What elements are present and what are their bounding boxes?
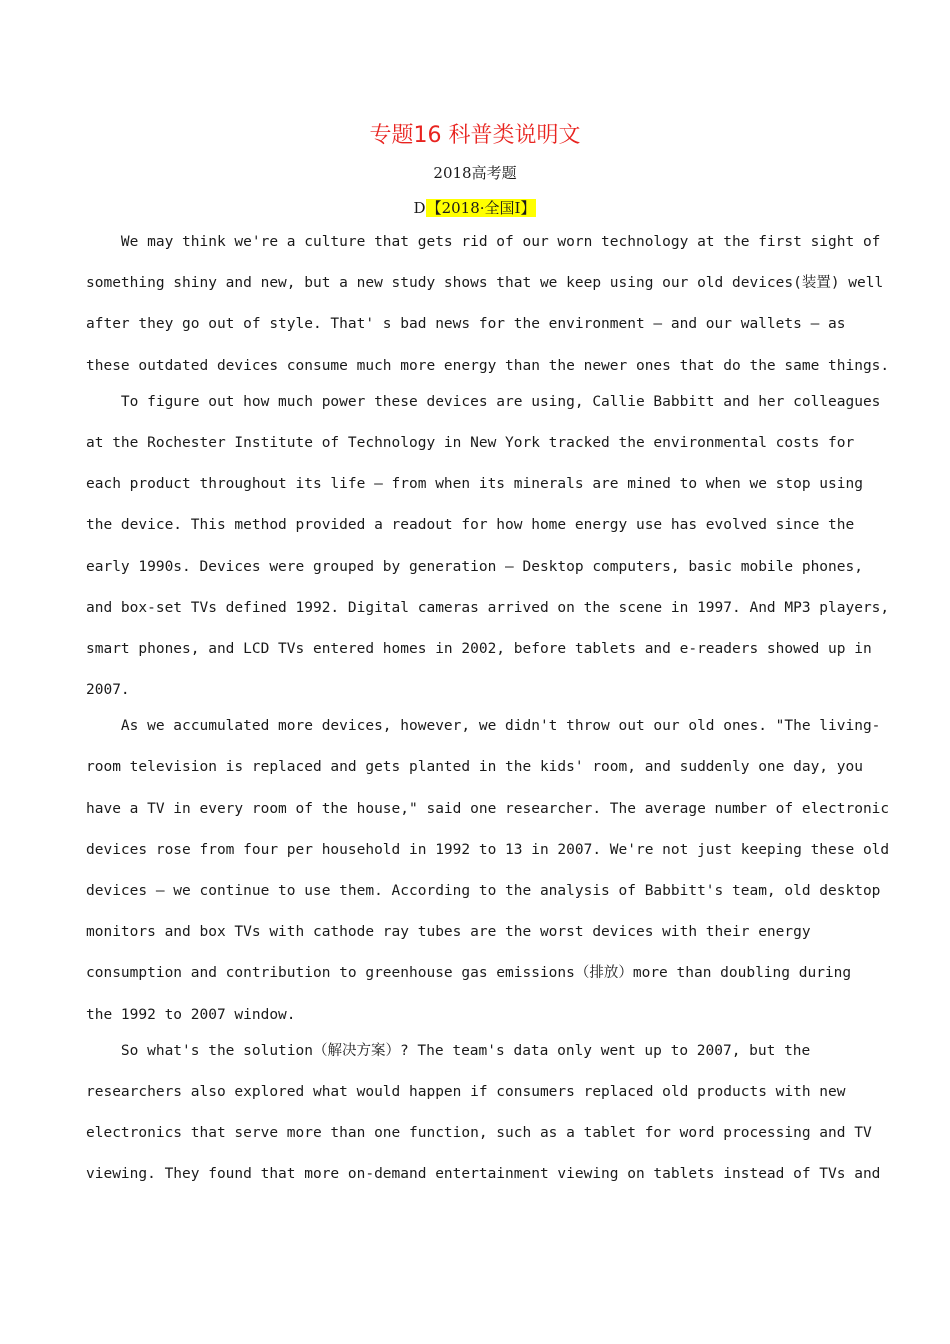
paragraph-line: 2007. — [86, 682, 130, 699]
paragraph-line: So what's the solution（解决方案）? The team's data only went up to 2007, but the — [86, 1042, 811, 1059]
paragraph-line: We may think we're a culture that gets rid of our worn technology at the first sight of — [86, 234, 881, 250]
paragraph-line: To figure out how much power these devices are using, Callie Babbitt and her colleagues — [86, 393, 881, 410]
paragraph-line: devices — we continue to use them. According to the analysis of Babbitt's team, old desktop — [86, 883, 881, 899]
paragraph-line: have a TV in every room of the house," said one researcher. The average number of electronic — [86, 800, 890, 817]
paragraph-line: electronics that serve more than one function, such as a tablet for word processing and TV — [86, 1125, 872, 1142]
paragraph-line: something shiny and new, but a new study shows that we keep using our old devices(装置) well — [86, 275, 884, 292]
paragraph-line: devices rose from four per household in 1992 to 13 in 2007. We're not just keeping these old — [86, 841, 890, 858]
paragraph-line: early 1990s. Devices were grouped by generation — Desktop computers, basic mobile phones, — [86, 558, 863, 575]
paragraph-line: at the Rochester Institute of Technology in New York tracked the environmental costs for — [86, 434, 855, 451]
article-paragraph — [86, 706, 890, 1036]
paragraph-line: smart phones, and LCD TVs entered homes in 2002, before tablets and e-readers showed up in — [86, 640, 872, 657]
paragraph-line: each product throughout its life — from when its minerals are mined to when we stop using — [86, 476, 863, 493]
question-letter: D — [413, 199, 426, 217]
exam-source-tag: 【2018·全国I】 — [426, 199, 536, 217]
article-paragraph — [86, 382, 890, 712]
paragraph-line: after they go out of style. That' s bad news for the environment — and our wallets — as — [86, 316, 846, 333]
paragraph-line: the 1992 to 2007 window. — [86, 1006, 296, 1023]
paragraph-line: these outdated devices consume much more energy than the newer ones that do the same things. — [86, 357, 890, 374]
article-paragraph — [86, 1031, 881, 1196]
paragraph-line: viewing. They found that more on-demand entertainment viewing on tablets instead of TVs and — [86, 1166, 881, 1183]
paragraph-line: researchers also explored what would happen if consumers replaced old products with new — [86, 1083, 846, 1100]
paragraph-line: monitors and box TVs with cathode ray tubes are the worst devices with their energy — [86, 924, 811, 941]
paragraph-line: As we accumulated more devices, however, we didn't throw out our old ones. "The living- — [86, 718, 881, 735]
article-body — [86, 222, 890, 1196]
question-source — [0, 198, 950, 218]
paragraph-line: room television is replaced and gets planted in the kids' room, and suddenly one day, you — [86, 759, 863, 776]
page-title: 专题16 科普类说明文 — [369, 123, 581, 148]
paragraph-line: and box-set TVs defined 1992. Digital cameras arrived on the scene in 1997. And MP3 players, — [86, 599, 890, 616]
paragraph-line: consumption and contribution to greenhouse gas emissions（排放）more than doubling during — [86, 965, 852, 982]
paragraph-line: the device. This method provided a readout for how home energy use has evolved since the — [86, 517, 855, 534]
article-paragraph — [86, 222, 890, 387]
exam-year-subtitle: 2018高考题 — [433, 164, 517, 182]
